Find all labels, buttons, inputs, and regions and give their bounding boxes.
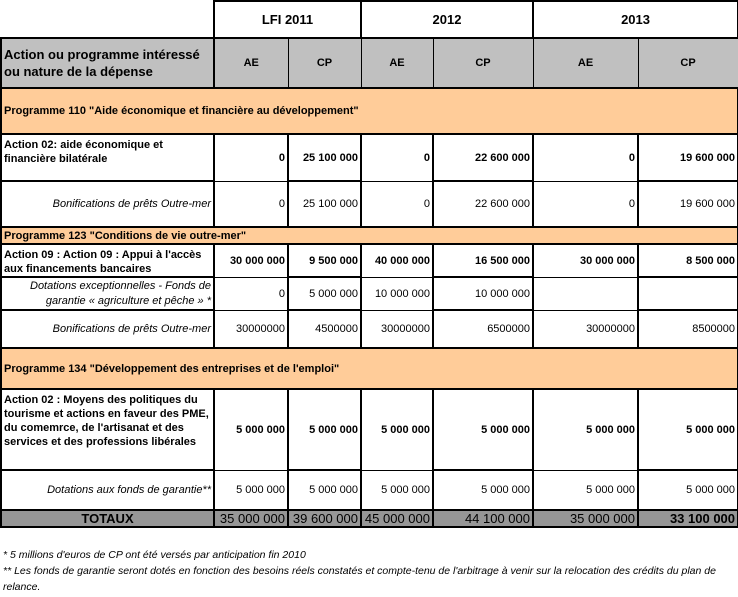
value-cell: 25 100 000	[288, 181, 361, 227]
value-cell: 5 000 000	[288, 277, 361, 310]
value-cell: 22 600 000	[433, 134, 533, 181]
col-header: AE	[214, 38, 288, 88]
value-cell: 5 000 000	[433, 389, 533, 470]
detail-label: Dotations aux fonds de garantie**	[1, 470, 214, 510]
program-row	[1, 227, 738, 244]
total-value: 33 100 000	[638, 510, 738, 527]
program-label: Programme 123 "Conditions de vie outre-mer"	[1, 227, 738, 244]
detail-row	[1, 277, 738, 310]
value-cell: 5 000 000	[533, 470, 638, 510]
value-cell: 0	[214, 181, 288, 227]
total-value: 39 600 000	[288, 510, 361, 527]
action-row	[1, 389, 738, 470]
value-cell: 30000000	[533, 310, 638, 348]
total-value: 44 100 000	[433, 510, 533, 527]
value-cell: 0	[361, 134, 433, 181]
value-cell: 30 000 000	[533, 244, 638, 277]
totals-row	[1, 510, 738, 527]
value-cell: 0	[533, 134, 638, 181]
value-cell: 16 500 000	[433, 244, 533, 277]
action-label: Action 02 : Moyens des politiques du tourisme et actions en faveur des PME, du comemrce, de l'artisanat et des services et des professions libérales	[1, 389, 214, 470]
program-label: Programme 134 "Développement des entreprises et de l'emploi"	[1, 348, 738, 389]
value-cell: 10 000 000	[361, 277, 433, 310]
value-cell: 10 000 000	[433, 277, 533, 310]
action-row	[1, 134, 738, 181]
value-cell: 5 000 000	[214, 470, 288, 510]
value-cell: 30000000	[361, 310, 433, 348]
year-header: 2013	[533, 1, 738, 38]
program-row	[1, 88, 738, 134]
value-cell: 8 500 000	[638, 244, 738, 277]
value-cell: 40 000 000	[361, 244, 433, 277]
value-cell: 5 000 000	[433, 470, 533, 510]
detail-label: Bonifications de prêts Outre-mer	[1, 181, 214, 227]
col-header: CP	[288, 38, 361, 88]
footnote: ** Les fonds de garantie seront dotés en fonction des besoins réels constatés et compte-tenu de l'arbitrage à venir sur la relocation des crédits du plan de relance.	[3, 565, 716, 593]
program-row	[1, 348, 738, 389]
total-value: 35 000 000	[533, 510, 638, 527]
value-cell: 9 500 000	[288, 244, 361, 277]
value-cell: 5 000 000	[361, 389, 433, 470]
value-cell: 0	[361, 181, 433, 227]
value-cell: 4500000	[288, 310, 361, 348]
value-cell: 19 600 000	[638, 134, 738, 181]
value-cell: 5 000 000	[288, 389, 361, 470]
value-cell: 6500000	[433, 310, 533, 348]
total-value: 45 000 000	[361, 510, 433, 527]
value-cell: 30 000 000	[214, 244, 288, 277]
detail-label: Dotations exceptionnelles - Fonds de garantie « agriculture et pêche » *	[1, 277, 214, 310]
action-row	[1, 244, 738, 277]
value-cell	[638, 277, 738, 310]
value-cell: 0	[533, 181, 638, 227]
empty-corner	[1, 1, 214, 38]
year-header: LFI 2011	[214, 1, 361, 38]
year-header: 2012	[361, 1, 533, 38]
detail-row	[1, 181, 738, 227]
value-cell: 8500000	[638, 310, 738, 348]
label-column-header: Action ou programme intéressé ou nature de la dépense	[1, 38, 214, 88]
totals-label: TOTAUX	[1, 510, 214, 527]
value-cell: 30000000	[214, 310, 288, 348]
value-cell: 5 000 000	[361, 470, 433, 510]
column-header-row	[1, 38, 738, 88]
footnotes	[3, 547, 733, 595]
col-header: CP	[433, 38, 533, 88]
value-cell: 0	[214, 277, 288, 310]
action-label: Action 02: aide économique et financière bilatérale	[1, 134, 214, 181]
program-label: Programme 110 "Aide économique et financière au développement"	[1, 88, 738, 134]
value-cell: 0	[214, 134, 288, 181]
year-header-row	[1, 1, 738, 38]
detail-label: Bonifications de prêts Outre-mer	[1, 310, 214, 348]
value-cell: 5 000 000	[533, 389, 638, 470]
col-header: CP	[638, 38, 738, 88]
total-value: 35 000 000	[214, 510, 288, 527]
value-cell: 25 100 000	[288, 134, 361, 181]
footnote: * 5 millions d'euros de CP ont été versés par anticipation fin 2010	[3, 549, 306, 561]
value-cell: 5 000 000	[638, 470, 738, 510]
detail-row	[1, 310, 738, 348]
detail-row	[1, 470, 738, 510]
value-cell: 22 600 000	[433, 181, 533, 227]
value-cell	[533, 277, 638, 310]
action-label: Action 09 : Action 09 : Appui à l'accès aux financements bancaires	[1, 244, 214, 277]
value-cell: 5 000 000	[214, 389, 288, 470]
col-header: AE	[361, 38, 433, 88]
value-cell: 5 000 000	[638, 389, 738, 470]
value-cell: 5 000 000	[288, 470, 361, 510]
col-header: AE	[533, 38, 638, 88]
value-cell: 19 600 000	[638, 181, 738, 227]
